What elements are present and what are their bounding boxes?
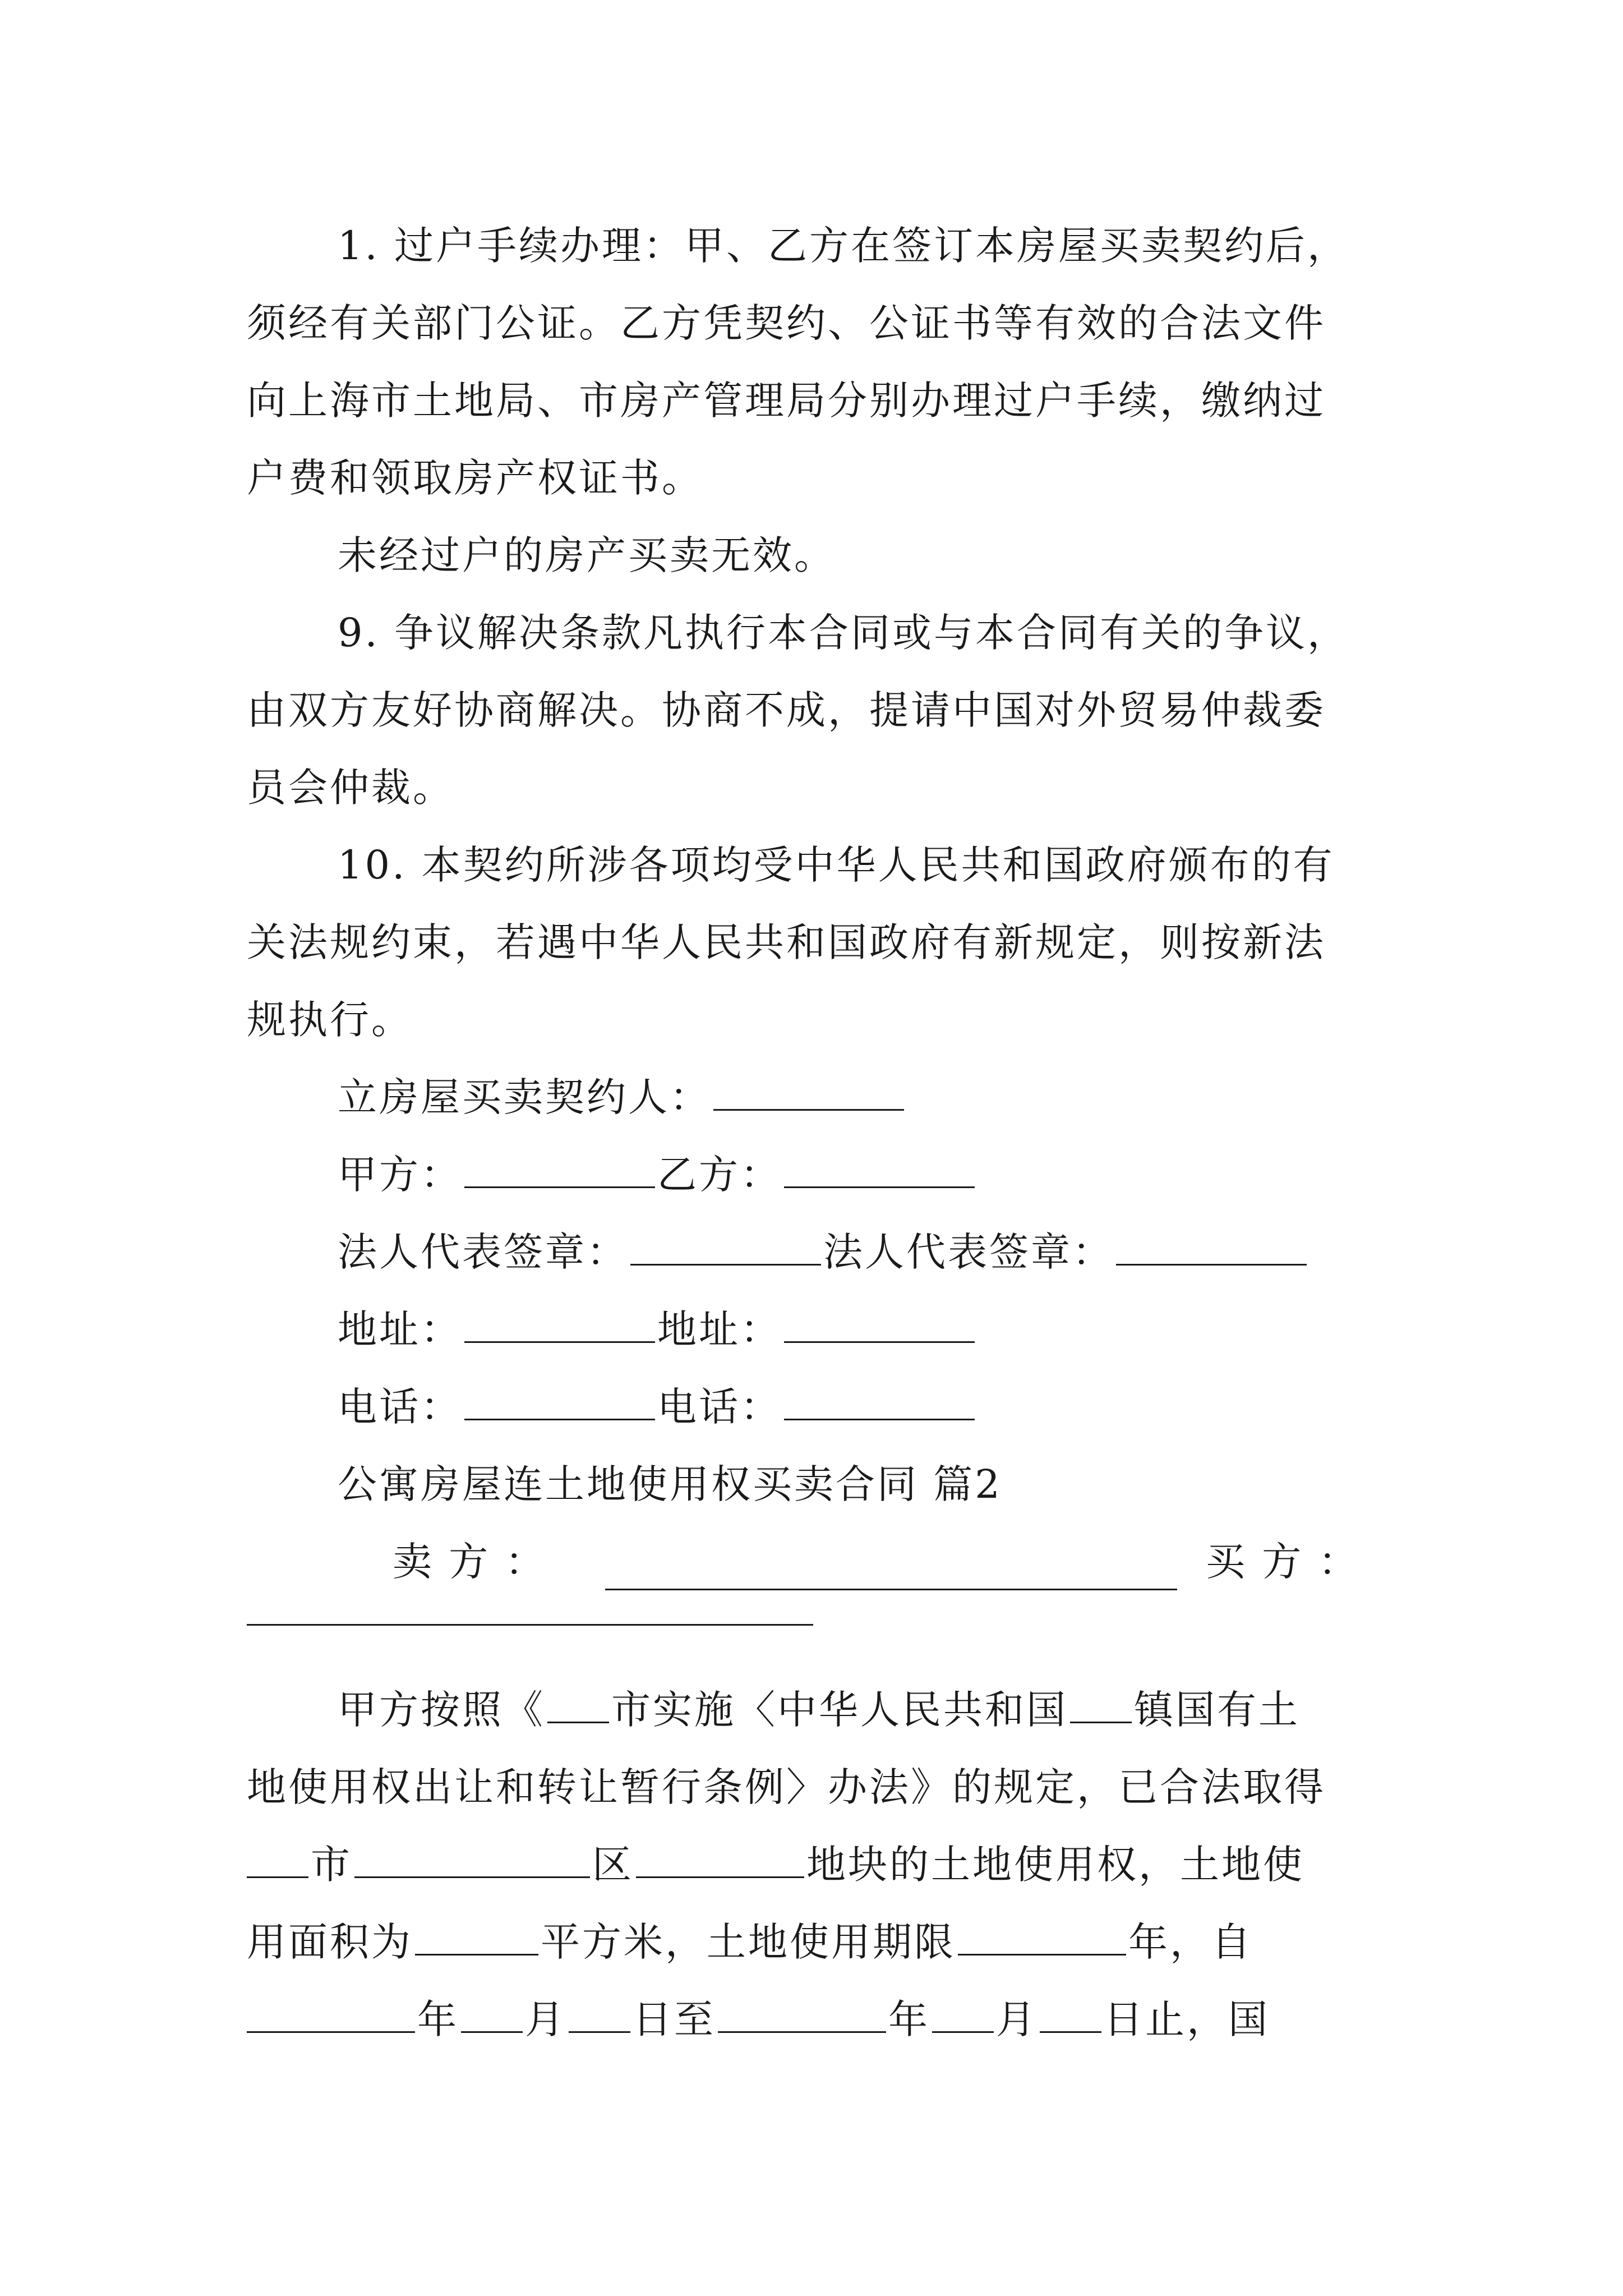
body-l4b: 平方米，土地使用期限 xyxy=(541,1919,956,1965)
tel-b-label: 电话： xyxy=(657,1384,782,1430)
contractor-row xyxy=(338,1070,906,1124)
phone-row xyxy=(338,1380,977,1434)
district-blank[interactable] xyxy=(354,1842,590,1878)
body-l3c: 地块的土地使用权，土地使 xyxy=(806,1842,1304,1888)
body-l1c: 镇国有土 xyxy=(1134,1687,1300,1733)
body-l5c: 日至 xyxy=(633,1996,716,2042)
clause10-line1: 10. 本契约所涉各项均受中华人民共和国政府颁布的有 xyxy=(338,842,1335,888)
party-b-blank[interactable] xyxy=(784,1152,975,1188)
body-l5e: 月 xyxy=(996,1996,1038,2042)
tel-a-blank[interactable] xyxy=(464,1384,655,1420)
clause1-line1: 1. 过户手续办理：甲、乙方在签订本房屋买卖契约后， xyxy=(338,223,1349,269)
body-line3 xyxy=(247,1838,1304,1892)
city-blank-1[interactable] xyxy=(547,1687,609,1723)
start-day-blank[interactable] xyxy=(569,1996,630,2033)
tel-b-blank[interactable] xyxy=(784,1384,975,1420)
addr-b-blank[interactable] xyxy=(784,1306,975,1343)
addr-a-blank[interactable] xyxy=(464,1306,655,1343)
buyer-label: 买 方 ： xyxy=(1206,1539,1360,1585)
clause10-line3: 规执行。 xyxy=(247,997,413,1043)
body-l5a: 年 xyxy=(417,1996,459,2042)
seller-blank[interactable] xyxy=(605,1554,1177,1590)
party-a-blank[interactable] xyxy=(464,1152,655,1188)
body-l1b: 市实施〈中华人民共和国 xyxy=(611,1687,1068,1733)
end-day-blank[interactable] xyxy=(1040,1996,1101,2033)
body-l5b: 月 xyxy=(525,1996,566,2042)
city-blank-2[interactable] xyxy=(247,1842,308,1878)
clause9-line2: 由双方友好协商解决。协商不成，提请中国对外贸易仲裁委 xyxy=(247,687,1326,733)
body-l5f: 日止，国 xyxy=(1104,1996,1270,2042)
body-line1 xyxy=(338,1683,1300,1737)
addr-b-label: 地址： xyxy=(657,1306,782,1352)
addr-a-label: 地址： xyxy=(338,1306,462,1352)
clause1-line3: 向上海市土地局、市房产管理局分别办理过户手续，缴纳过 xyxy=(247,378,1326,424)
rep-row xyxy=(338,1225,1309,1279)
area-blank[interactable] xyxy=(415,1919,538,1955)
body-l3a: 市 xyxy=(311,1842,352,1888)
contractor-blank[interactable] xyxy=(713,1074,904,1111)
party-b-label: 乙方： xyxy=(657,1152,782,1198)
clause9-line3: 员会仲裁。 xyxy=(247,765,454,811)
party-a-label: 甲方： xyxy=(338,1152,462,1198)
body-l5d: 年 xyxy=(888,1996,930,2042)
body-line5 xyxy=(247,1993,1270,2046)
body-line2: 地使用权出让和转让暂行条例〉办法》的规定，已合法取得 xyxy=(247,1764,1326,1810)
clause1-line2: 须经有关部门公证。乙方凭契约、公证书等有效的合法文件 xyxy=(247,300,1326,346)
end-year-blank[interactable] xyxy=(718,1996,886,2033)
rep-b-blank[interactable] xyxy=(1116,1229,1307,1266)
town-blank[interactable] xyxy=(1070,1687,1132,1723)
clause10-line2: 关法规约束，若遇中华人民共和国政府有新规定，则按新法 xyxy=(247,919,1326,965)
contractor-label: 立房屋买卖契约人： xyxy=(338,1074,711,1120)
body-l3b: 区 xyxy=(592,1842,634,1888)
tel-a-label: 电话： xyxy=(338,1384,462,1430)
rep-b-label: 法人代表签章： xyxy=(823,1229,1114,1275)
address-row xyxy=(338,1303,977,1356)
seller-label: 卖 方 ： xyxy=(393,1539,547,1585)
section2-title: 公寓房屋连土地使用权买卖合同 篇2 xyxy=(338,1461,1002,1507)
buyer-blank[interactable] xyxy=(247,1624,813,1626)
clause9-line1: 9. 争议解决条款凡执行本合同或与本合同有关的争议， xyxy=(338,610,1349,656)
start-month-blank[interactable] xyxy=(461,1996,523,2033)
term-years-blank[interactable] xyxy=(958,1919,1126,1955)
clause1-note: 未经过户的房产买卖无效。 xyxy=(338,532,836,578)
end-month-blank[interactable] xyxy=(932,1996,994,2033)
rep-a-label: 法人代表签章： xyxy=(338,1229,628,1275)
body-l4c: 年，自 xyxy=(1128,1919,1253,1965)
clause1-line4: 户费和领取房产权证书。 xyxy=(247,455,703,501)
rep-a-blank[interactable] xyxy=(630,1229,821,1266)
start-year-blank[interactable] xyxy=(247,1996,415,2033)
party-row xyxy=(338,1148,977,1202)
body-l1a: 甲方按照《 xyxy=(338,1687,545,1733)
plot-blank[interactable] xyxy=(636,1842,804,1878)
body-line4 xyxy=(247,1915,1253,1969)
body-l4a: 用面积为 xyxy=(247,1919,413,1965)
